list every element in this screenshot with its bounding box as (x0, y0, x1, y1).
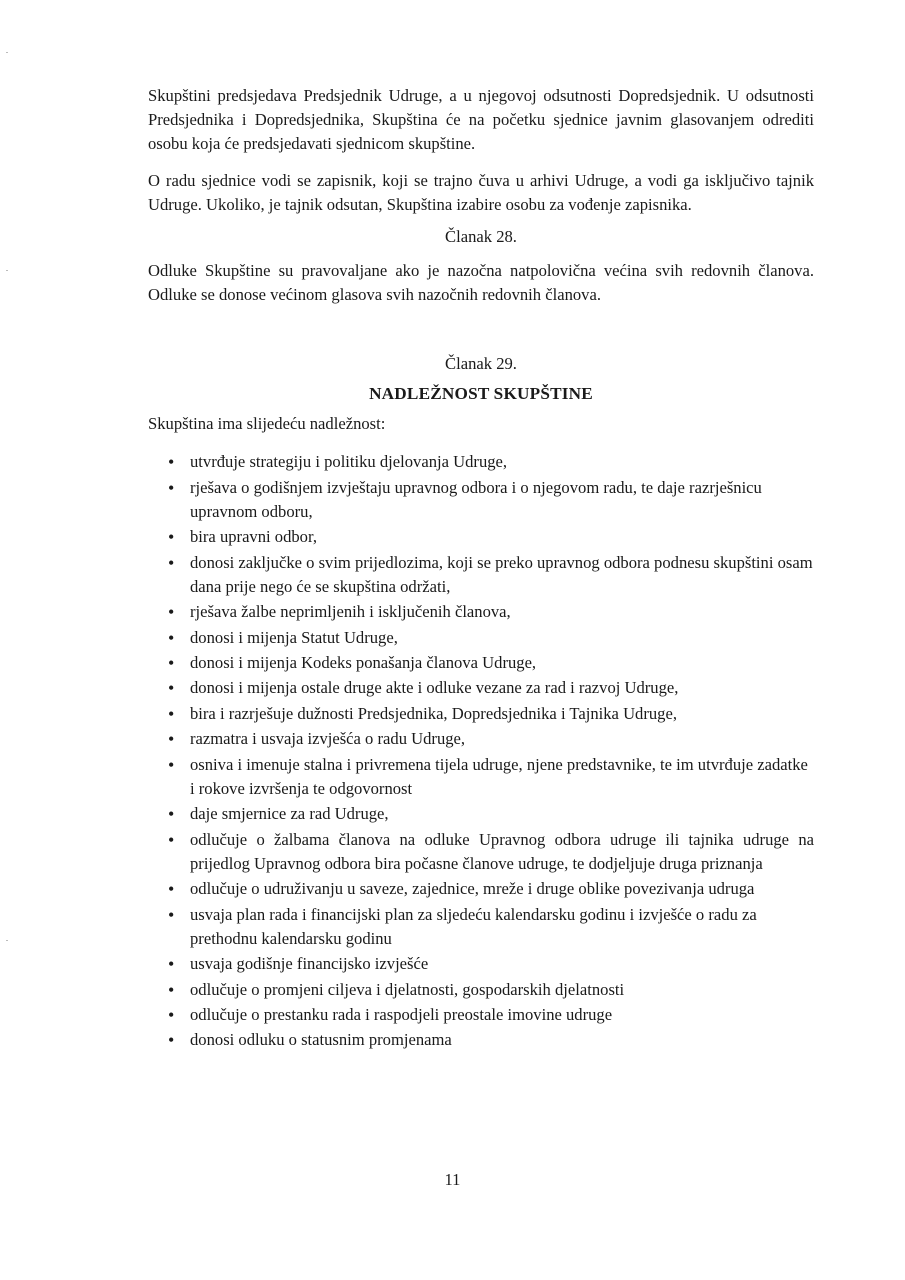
bullet-icon: • (168, 754, 175, 775)
list-item (148, 877, 814, 901)
scan-mark (6, 52, 8, 53)
list-item-text: usvaja plan rada i financijski plan za sljedeću kalendarsku godinu i izvješće o radu za prethodnu kalendarsku godinu (190, 904, 757, 948)
page-number: 11 (444, 1170, 461, 1189)
list-item (148, 626, 814, 650)
bullet-icon: • (168, 602, 175, 623)
competence-list (148, 450, 814, 1052)
list-item-text: osniva i imenuje stalna i privremena tijela udruge, njene predstavnike, te im utvrđuje zadatke i rokove izvršenja te odgovornost (190, 754, 808, 798)
list-item (148, 1028, 814, 1052)
list-item-text: rješava o godišnjem izvještaju upravnog odbora i o njegovom radu, te daje razrješnicu upravnom odboru, (190, 477, 762, 521)
bullet-icon: • (168, 477, 175, 498)
scan-mark (6, 940, 8, 941)
list-item (148, 676, 814, 700)
list-item (148, 753, 814, 801)
paragraph-chairing: Skupštini predsjedava Predsjednik Udruge, a u njegovoj odsutnosti Dopredsjednik. U odsutnosti Predsjednika i Dopredsjednika, Skupština će na početku sjednice javnim glasovanjem odrediti osobu koja će predsjedavati sjednicom skupštine. (148, 86, 814, 154)
bullet-icon: • (168, 652, 175, 673)
list-item-text: utvrđuje strategiju i politiku djelovanja Udruge, (190, 452, 508, 472)
bullet-icon: • (168, 527, 175, 548)
list-item-text: odlučuje o žalbama članova na odluke Upravnog odbora udruge ili tajnika udruge na prijedlog Upravnog odbora bira počasne članove udruge, te dodjeljuje druga priznanja (190, 829, 814, 873)
list-item-text: donosi odluku o statusnim promjenama (190, 1030, 452, 1050)
list-item (148, 702, 814, 726)
list-item-text: donosi zaključke o svim prijedlozima, koji se preko upravnog odbora podnesu skupštini osam dana prije nego će se skupština održati, (190, 552, 813, 596)
competence-intro: Skupština ima slijedeću nadležnost: (148, 414, 386, 434)
bullet-icon: • (168, 1004, 175, 1025)
list-item-text: donosi i mijenja Kodeks ponašanja članova Udruge, (190, 652, 537, 672)
article-28-title: Članak 28. (445, 227, 517, 247)
list-item-text: odlučuje o udruživanju u saveze, zajednice, mreže i druge oblike povezivanja udruga (190, 879, 755, 899)
list-item (148, 727, 814, 751)
list-item (148, 1003, 814, 1027)
bullet-icon: • (168, 804, 175, 825)
list-item-text: donosi i mijenja ostale druge akte i odluke vezane za rad i razvoj Udruge, (190, 678, 679, 698)
list-item-text: odlučuje o promjeni ciljeva i djelatnosti, gospodarskih djelatnosti (190, 979, 625, 999)
section-heading: NADLEŽNOST SKUPŠTINE (369, 383, 593, 403)
list-item (148, 978, 814, 1002)
bullet-icon: • (168, 703, 175, 724)
bullet-icon: • (168, 729, 175, 750)
paragraph-minutes: O radu sjednice vodi se zapisnik, koji se trajno čuva u arhivi Udruge, a vodi ga isključivo tajnik Udruge. Ukoliko, je tajnik odsutan, Skupština izabire osobu za vođenje zapisnika. (148, 170, 814, 214)
list-item-text: bira i razrješuje dužnosti Predsjednika, Dopredsjednika i Tajnika Udruge, (190, 703, 677, 723)
list-item (148, 903, 814, 951)
list-item (148, 600, 814, 624)
bullet-icon: • (168, 452, 175, 473)
document-body (148, 84, 814, 1054)
bullet-icon: • (168, 627, 175, 648)
bullet-icon: • (168, 678, 175, 699)
bullet-icon: • (168, 1030, 175, 1051)
list-item-text: daje smjernice za rad Udruge, (190, 804, 389, 824)
list-item-text: usvaja godišnje financijsko izvješće (190, 954, 429, 974)
list-item (148, 525, 814, 549)
paragraph-decisions: Odluke Skupštine su pravovaljane ako je nazočna natpolovična većina svih redovnih članova. Odluke se donose većinom glasova svih nazočnih redovnih članova. (148, 261, 814, 305)
list-item (148, 828, 814, 876)
list-item (148, 551, 814, 599)
list-item-text: odlučuje o prestanku rada i raspodjeli preostale imovine udruge (190, 1004, 613, 1024)
list-item (148, 476, 814, 524)
list-item (148, 952, 814, 976)
list-item-text: bira upravni odbor, (190, 527, 317, 547)
bullet-icon: • (168, 552, 175, 573)
list-item-text: rješava žalbe neprimljenih i isključenih članova, (190, 602, 511, 622)
bullet-icon: • (168, 829, 175, 850)
article-29-title: Članak 29. (445, 353, 517, 373)
bullet-icon: • (168, 954, 175, 975)
list-item (148, 802, 814, 826)
bullet-icon: • (168, 979, 175, 1000)
bullet-icon: • (168, 904, 175, 925)
list-item-text: razmatra i usvaja izvješća o radu Udruge, (190, 729, 466, 749)
list-item (148, 651, 814, 675)
bullet-icon: • (168, 879, 175, 900)
list-item-text: donosi i mijenja Statut Udruge, (190, 627, 398, 647)
scan-mark (6, 270, 8, 271)
list-item (148, 450, 814, 474)
